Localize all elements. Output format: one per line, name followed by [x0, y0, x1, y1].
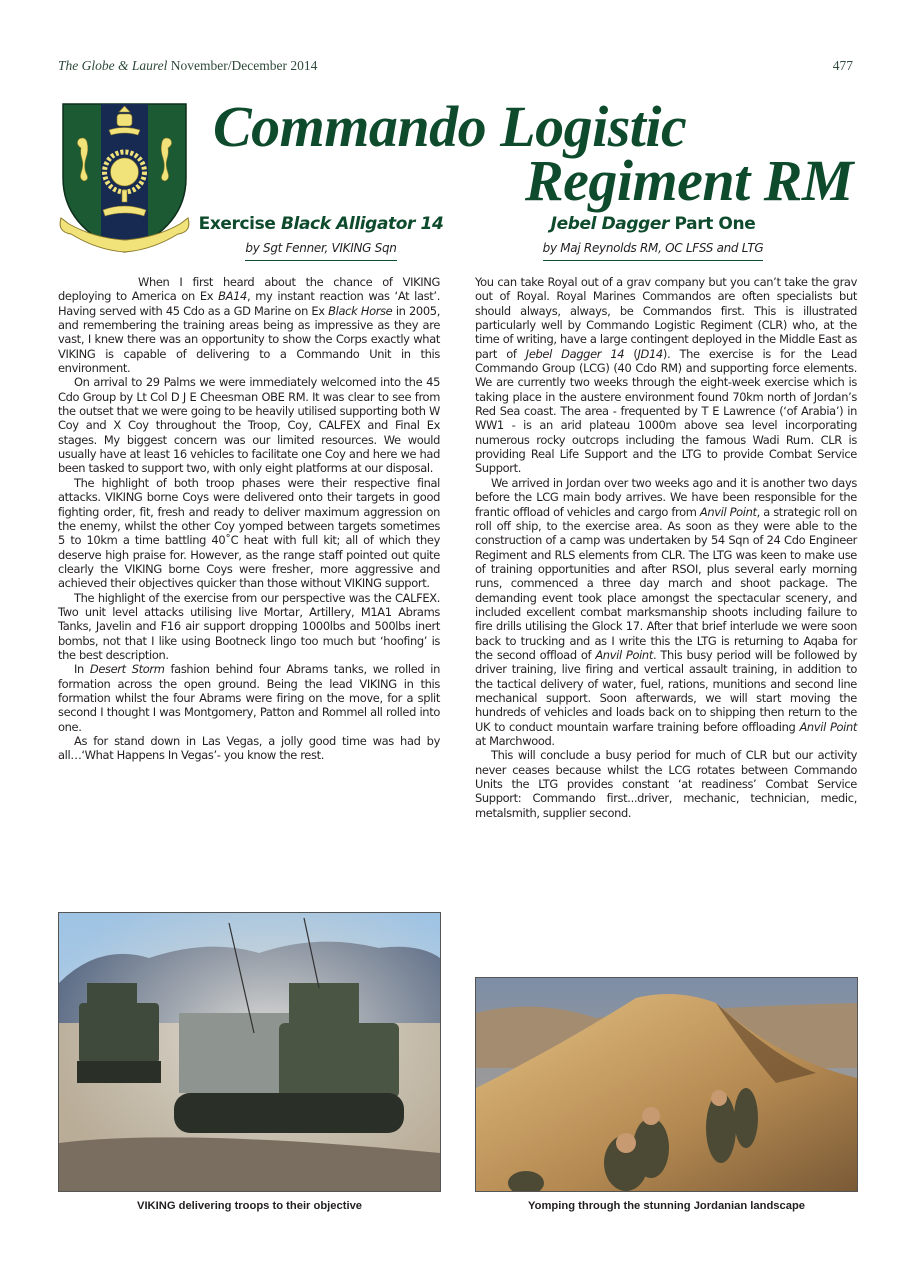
italic-term: BA14 — [218, 289, 247, 304]
byline: by Sgt Fenner, VIKING Sqn — [245, 241, 396, 261]
italic-term: Jebel Dagger 14 — [525, 346, 625, 361]
article-heading — [498, 214, 808, 234]
article-body-left — [58, 275, 440, 763]
article-paragraph: This will conclude a busy period for much of CLR but our activity never ceases because whilst the LCG rotates between Commando Units the LTG provides constant ‘at readiness’ Combat Service Support: Commando first...driver, mechanic, technician, medic, metalsmith, supplier second. — [475, 748, 857, 820]
italic-term: Black Horse — [328, 303, 393, 318]
italic-term: Anvil Point — [595, 647, 653, 662]
photo-caption-right: Yomping through the stunning Jordanian landscape — [528, 1200, 805, 1212]
article-heading — [196, 214, 446, 234]
main-title-line-1: Commando Logistic — [213, 94, 687, 159]
italic-term: Desert Storm — [89, 662, 165, 677]
issue-date: November/December 2014 — [170, 58, 318, 73]
photo-caption-left: VIKING delivering troops to their objective — [136, 1200, 363, 1212]
article-paragraph: We arrived in Jordan over two weeks ago and it is another two days before the LCG main body arrives. We have been responsible for the frantic offload of vehicles and cargo from Anvil Point, a strategic roll on roll off ship, to the exercise area. As soon as they were able to the construction of a camp was undertaken by 54 Sqn of 24 Cdo Engineer Regiment and RLS elements from CLR. The LTG was keen to make use of training opportunities and after RSOI, plus several early morning runs, commenced a three day march and shoot package. The demanding event took place amongst the spectacular scenery, and included excellent combat marksmanship shoots including failure to fire drills utilising the Glock 17. After that brief interlude we were soon back to trucking and as I write this the LTG is returning to Aqaba for the second offload of Anvil Point. This busy period will be followed by driver training, live firing and vertical assault training, in addition to the tactical delivery of water, fuel, rations, munitions and second line mechanical support. Soon afterwards, we will start moving the hundreds of vehicles and loads back on to shipping then return to the UK to conduct mountain warfare training before offloading Anvil Point at Marchwood. — [475, 475, 857, 748]
article-paragraph: As for stand down in Las Vegas, a jolly good time was had by all…‘What Happens In Vegas’- you know the rest. — [58, 734, 440, 763]
heading-plain: Part One — [669, 214, 756, 234]
publication-line — [58, 58, 317, 74]
article-paragraph: You can take Royal out of a grav company but you can’t take the grav out of Royal. Royal Marines Commandos are often specialists but should always, always, be Commandos first. This is illustrated particularly well by Commando Logistic Regiment (CLR) who, at the time of writing, have a large contingent deployed in the Middle East as part of Jebel Dagger 14 (JD14). The exercise is for the Lead Commando Group (LCG) (40 Cdo RM) and supporting force elements. We are currently two weeks through the eight-week exercise which is taking place in the austere environment found 70km north of Jordan’s Red Sea coast. The area - frequented by T E Lawrence (‘of Arabia’) in WW1 - is an arid plateau 1000m above sea level incorporating numerous rocky outcrops including the famous Wadi Rum. CLR is providing Real Life Support and the LTG to provide Combat Service Support. — [475, 275, 857, 476]
main-title-line-2: Regiment RM — [524, 148, 853, 213]
article-body-right — [475, 275, 857, 820]
photo-viking-vehicles — [58, 912, 441, 1192]
publication-name: The Globe & Laurel — [58, 58, 168, 73]
article-header-jebel-dagger — [498, 214, 808, 261]
heading-italic: Jebel Dagger — [550, 214, 670, 234]
italic-term: Anvil Point — [799, 719, 857, 734]
article-paragraph: In Desert Storm fashion behind four Abrams tanks, we rolled in formation across the open ground. Being the lead VIKING in this formation whilst the four Abrams were firing on the move, for a split second I thought I was Montgomery, Patton and Rommel all rolled into one. — [58, 662, 440, 734]
photo-jordan-ridge — [475, 977, 858, 1192]
heading-plain: Exercise — [198, 214, 281, 234]
article-paragraph: The highlight of both troop phases were their respective final attacks. VIKING borne Coys were delivered onto their targets in good fighting order, fit, fresh and ready to deliver maximum aggression on the enemy, whilst the other Coy yomped between targets sometimes 5 to 10km a time battling 40˚C heat with full kit; all of which they deserve high praise for. However, as the range staff pointed out quite clearly the VIKING borne Coys were fresher, more aggressive and achieved their objectives quicker than those without VIKING support. — [58, 475, 440, 591]
heading-italic: Black Alligator 14 — [280, 214, 444, 234]
italic-term: Anvil Point — [699, 504, 757, 519]
article-paragraph: The highlight of the exercise from our perspective was the CALFEX. Two unit level attacks utilising live Mortar, Artillery, M1A1 Abrams Tanks, Javelin and F16 air support dropping 1000lbs and 500lbs inert bombs, not that I like using Bootneck lingo too much but ‘hoofing’ is the best description. — [58, 590, 440, 662]
article-header-black-alligator — [196, 214, 446, 261]
article-paragraph: When I first heard about the chance of VIKING deploying to America on Ex BA14, my instant reaction was ‘At last’. Having served with 45 Cdo as a GD Marine on Ex Black Horse in 2005, and remembering the training areas being as impressive as they are vast, I knew there was an opportunity to show the Corps exactly what VIKING is capable of delivering to a Commando Unit in this environment. — [58, 275, 440, 376]
page-number: 477 — [832, 58, 853, 73]
byline: by Maj Reynolds RM, OC LFSS and LTG — [543, 241, 764, 261]
running-head — [58, 58, 853, 74]
regimental-crest-icon — [57, 100, 192, 260]
article-paragraph: On arrival to 29 Palms we were immediately welcomed into the 45 Cdo Group by Lt Col D J E Cheesman OBE RM. It was clear to see from the outset that we were going to be heavily utilised supporting both W Coy and X Coy throughout the Troop, Coy, CALFEX and Final Ex stages. My biggest concern was our limited resources. We would usually have at least 16 vehicles to facilitate one Coy and here we had been tasked to support two, with only eight platforms at our disposal. — [58, 375, 440, 476]
italic-term: JD14 — [637, 346, 663, 361]
